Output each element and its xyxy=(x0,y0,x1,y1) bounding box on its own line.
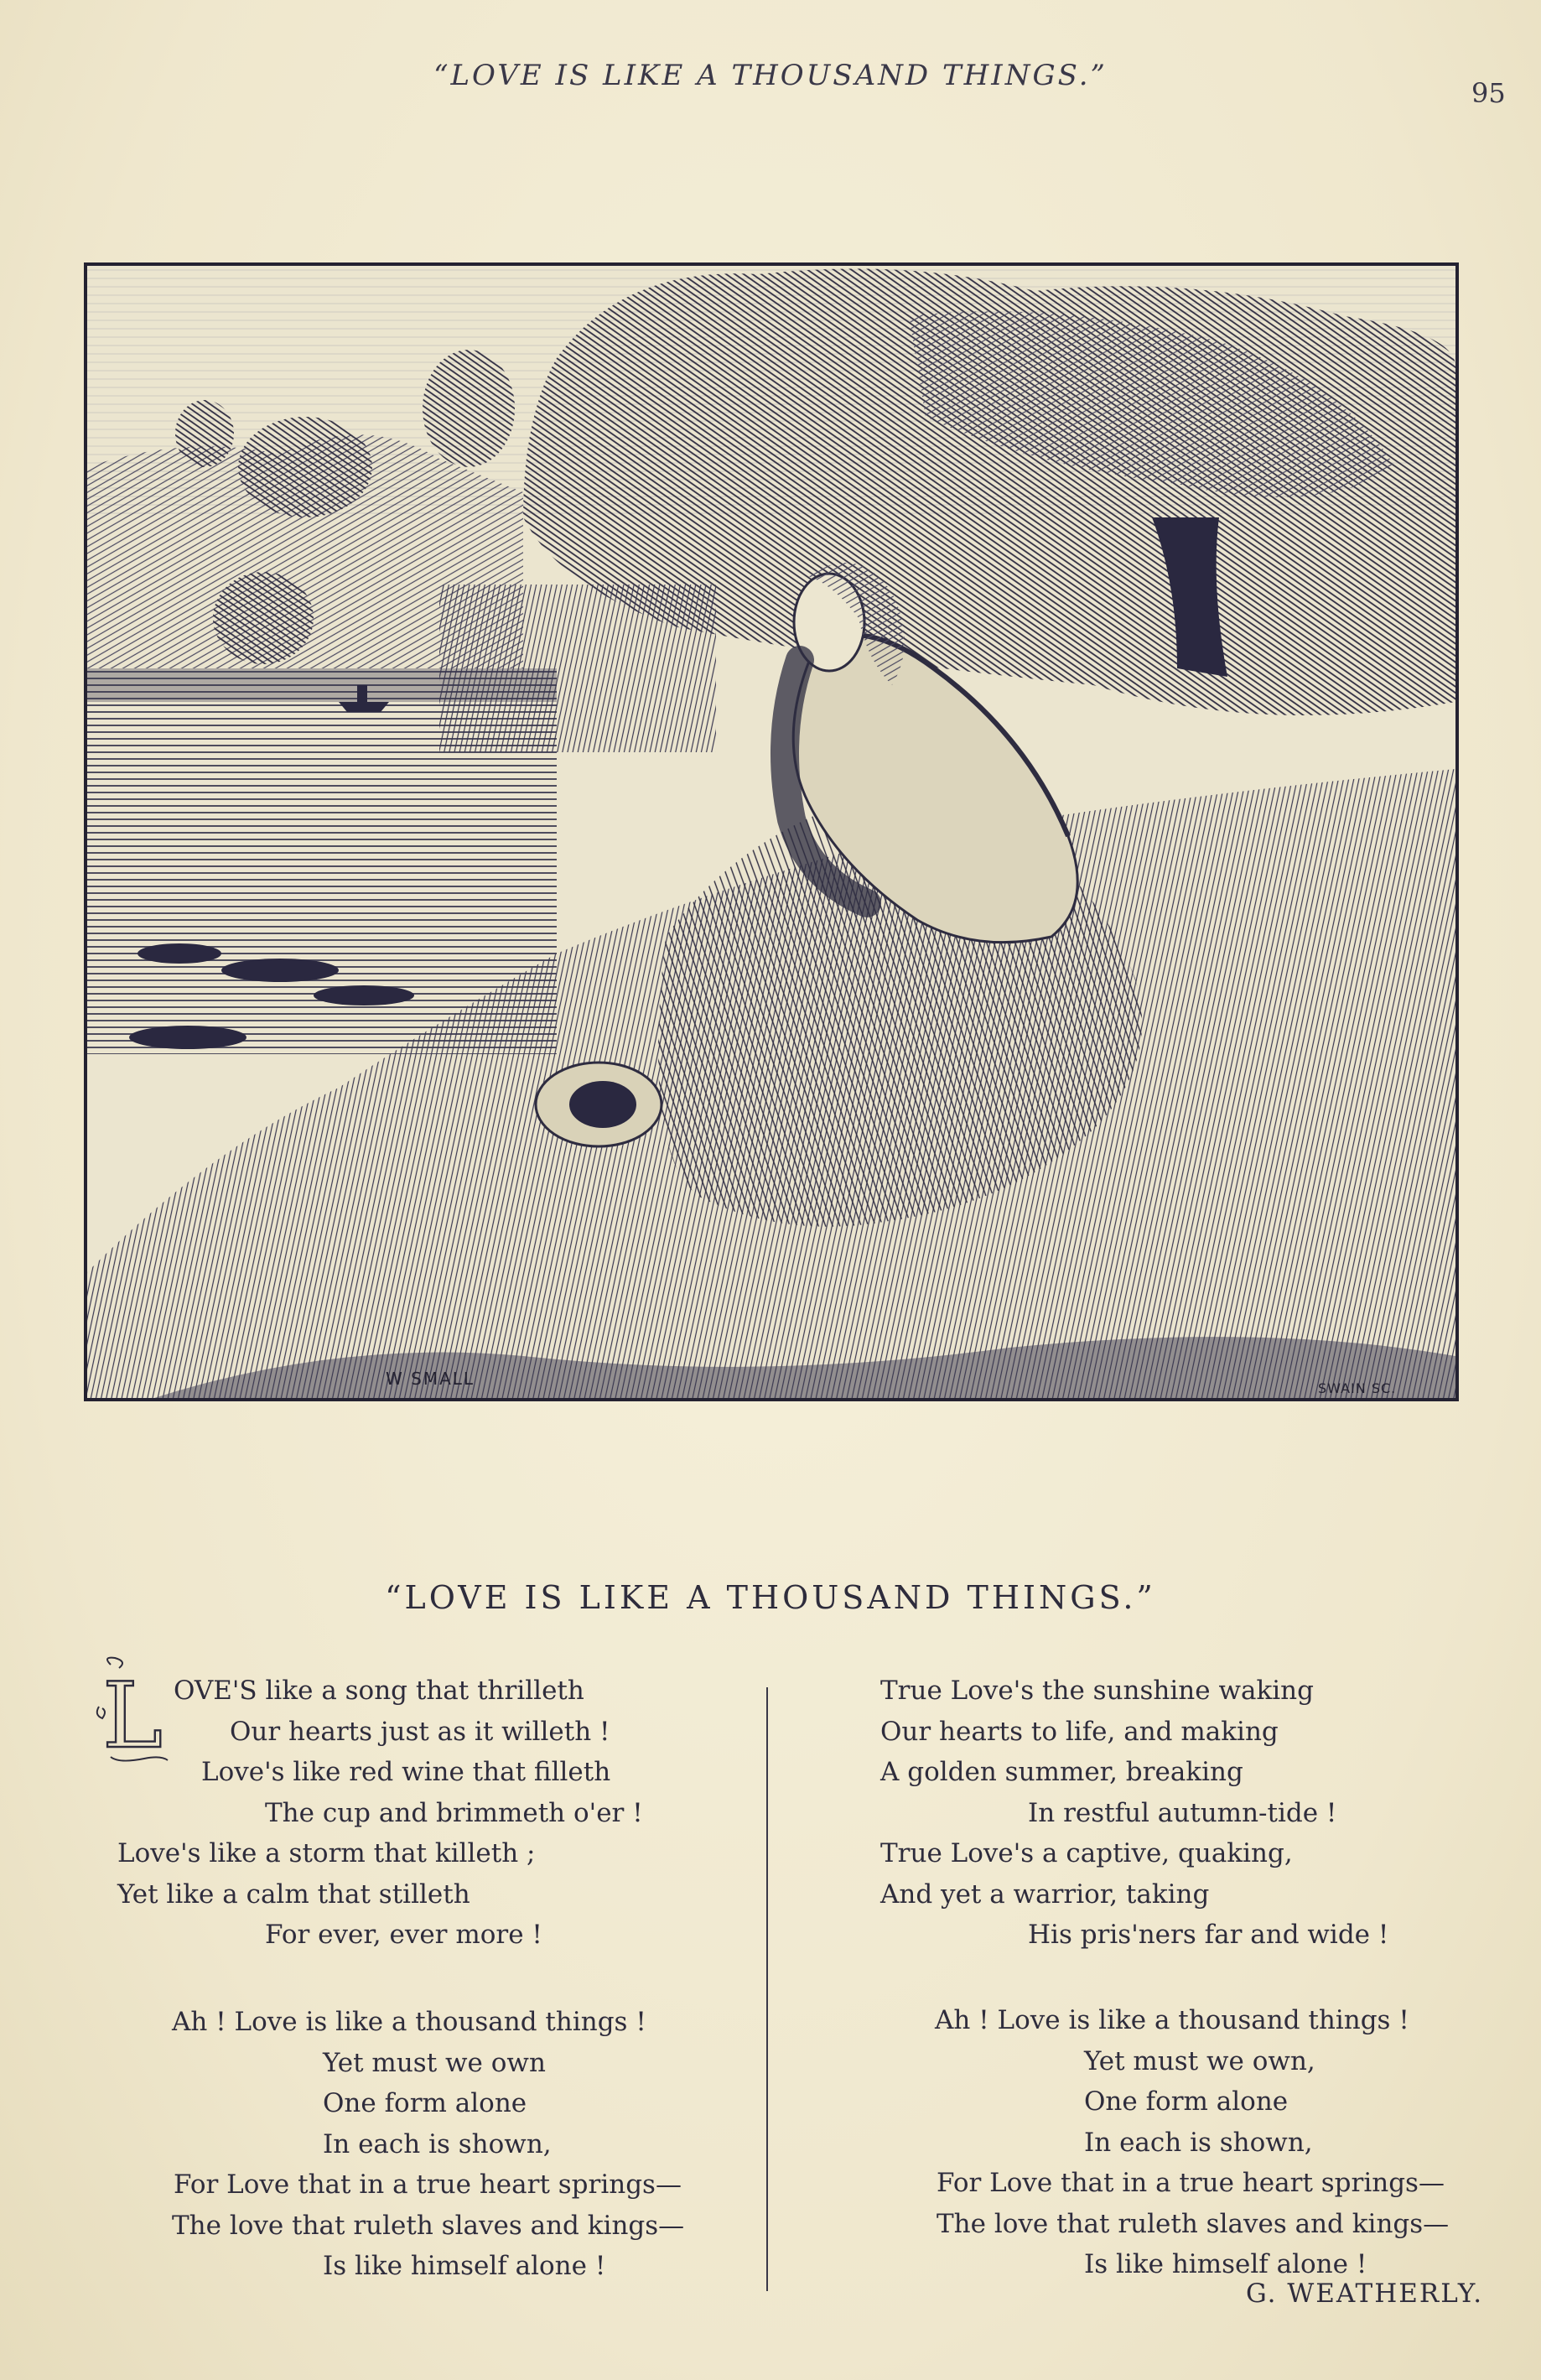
poem-line: One form alone xyxy=(323,2088,527,2118)
poem-line: The love that ruleth slaves and kings— xyxy=(172,2210,685,2241)
right-stanza-2 xyxy=(935,2000,1449,2285)
drop-cap-letter: L xyxy=(102,1664,163,1765)
left-stanza-2 xyxy=(172,2002,684,2287)
column-rule xyxy=(766,1687,768,2291)
poem-line: Is like himself alone ! xyxy=(323,2251,606,2281)
poem-line: Love's like a storm that killeth ; xyxy=(117,1838,536,1868)
poem-line: True Love's the sunshine waking xyxy=(880,1676,1314,1706)
poem-line: OVE'S like a song that thrilleth xyxy=(174,1676,584,1706)
poem-line: Is like himself alone ! xyxy=(1084,2249,1367,2279)
poem-line: Our hearts just as it willeth ! xyxy=(230,1716,610,1747)
poem-line: One form alone xyxy=(1084,2086,1289,2117)
poem-line: The cup and brimmeth o'er ! xyxy=(265,1797,643,1828)
poem-line: Yet must we own, xyxy=(1084,2045,1315,2076)
poem-line: Yet like a calm that stilleth xyxy=(117,1879,470,1910)
artist-signature: W SMALL xyxy=(386,1369,475,1389)
author-signature: G. WEATHERLY. xyxy=(1246,2279,1484,2309)
poem-line: The love that ruleth slaves and kings— xyxy=(937,2208,1450,2239)
poem-line: For Love that in a true heart springs— xyxy=(174,2170,682,2200)
engraving-illustration xyxy=(84,262,1459,1401)
poem-line: For ever, ever more ! xyxy=(265,1920,542,1950)
poem-line: Yet must we own xyxy=(323,2047,546,2078)
running-head: “LOVE IS LIKE A THOUSAND THINGS.” xyxy=(433,59,1108,92)
page-number: 95 xyxy=(1471,77,1506,109)
poem-line: His pris'ners far and wide ! xyxy=(1028,1920,1389,1950)
poem-line: In each is shown, xyxy=(1084,2127,1313,2158)
poem-line: Our hearts to life, and making xyxy=(880,1716,1279,1747)
left-stanza-1 xyxy=(117,1671,643,1956)
drop-cap-ornament xyxy=(94,1656,171,1765)
poem-title: “LOVE IS LIKE A THOUSAND THINGS.” xyxy=(385,1579,1156,1616)
poem-line: Ah ! Love is like a thousand things ! xyxy=(935,2005,1409,2035)
poem-line: In each is shown, xyxy=(323,2128,552,2159)
poem-line: Ah ! Love is like a thousand things ! xyxy=(172,2007,646,2037)
engraver-signature: SWAIN SC. xyxy=(1318,1380,1397,1396)
poem-line: And yet a warrior, taking xyxy=(880,1879,1210,1910)
poem-line: In restful autumn-tide ! xyxy=(1028,1797,1337,1828)
poem-line: A golden summer, breaking xyxy=(880,1757,1243,1787)
poem-line: For Love that in a true heart springs— xyxy=(937,2168,1445,2198)
right-stanza-1 xyxy=(880,1671,1388,1956)
poem-line: True Love's a captive, quaking, xyxy=(880,1838,1293,1868)
poem-line: Love's like red wine that filleth xyxy=(201,1757,611,1787)
